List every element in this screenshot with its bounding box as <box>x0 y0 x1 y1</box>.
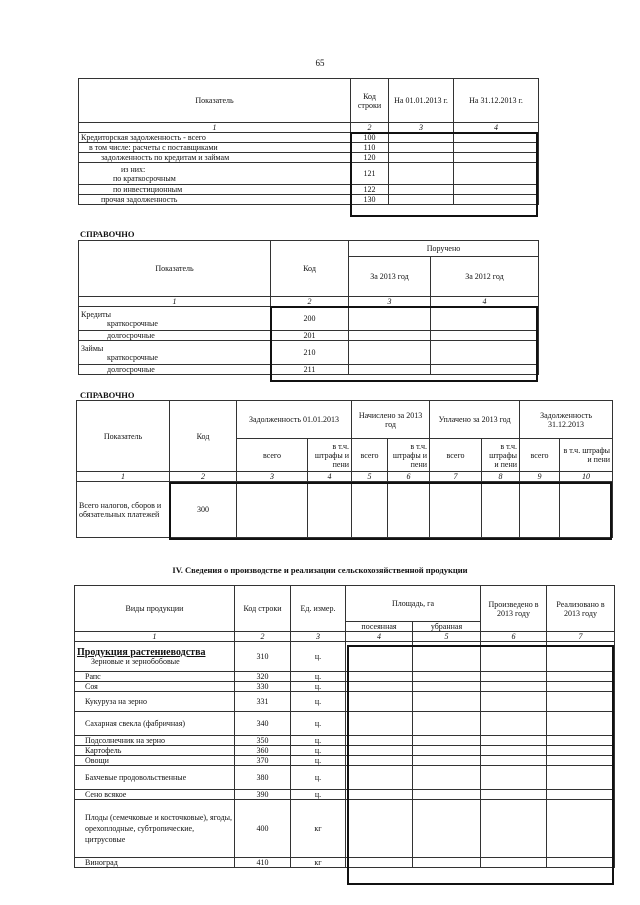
col-number: 2 <box>271 297 349 307</box>
value-cell[interactable] <box>346 642 413 672</box>
col-number: 5 <box>413 632 481 642</box>
row-label-line: по краткосрочным <box>113 173 176 183</box>
row-code: 200 <box>271 307 349 331</box>
value-cell[interactable] <box>431 341 539 365</box>
row-label-line: Зерновые и зернобобовые <box>91 656 180 666</box>
row-code: 390 <box>235 790 291 800</box>
value-cell[interactable] <box>413 642 481 672</box>
value-cell[interactable] <box>431 331 539 341</box>
value-cell[interactable] <box>454 195 539 205</box>
value-cell[interactable] <box>547 642 615 672</box>
row-label <box>79 163 351 185</box>
row-label-line: Займы <box>81 343 104 353</box>
col-number: 4 <box>431 297 539 307</box>
value-cell[interactable] <box>346 790 413 800</box>
value-cell[interactable] <box>547 756 615 766</box>
production-table <box>74 585 615 868</box>
col-number: 3 <box>349 297 431 307</box>
value-cell[interactable] <box>481 672 547 682</box>
value-cell[interactable] <box>547 682 615 692</box>
col-number: 6 <box>481 632 547 642</box>
value-cell[interactable] <box>389 133 454 143</box>
table-row <box>75 642 615 672</box>
row-code: 100 <box>351 133 389 143</box>
row-unit: ц. <box>291 766 346 790</box>
row-label: Кукуруза на зерно <box>75 692 235 712</box>
value-cell[interactable] <box>547 736 615 746</box>
table-row <box>75 800 615 858</box>
value-cell[interactable] <box>481 692 547 712</box>
row-code: 360 <box>235 746 291 756</box>
value-cell[interactable] <box>346 692 413 712</box>
value-cell[interactable] <box>308 482 352 538</box>
row-label: в том числе: расчеты с поставщиками <box>79 143 351 153</box>
col-number: 9 <box>520 472 560 482</box>
row-unit: ц. <box>291 672 346 682</box>
value-cell[interactable] <box>431 307 539 331</box>
value-cell[interactable] <box>388 482 430 538</box>
value-cell[interactable] <box>481 858 547 868</box>
row-code: 110 <box>351 143 389 153</box>
row-label: долгосрочные <box>79 331 271 341</box>
header-penalties: в т.ч. штрафы и пени <box>482 439 520 472</box>
table-row <box>79 195 539 205</box>
table-row <box>79 163 539 185</box>
row-code: 122 <box>351 185 389 195</box>
row-unit: кг <box>291 858 346 868</box>
value-cell[interactable] <box>430 482 482 538</box>
row-code: 300 <box>170 482 237 538</box>
row-label: долгосрочные <box>79 365 271 375</box>
table-row <box>75 766 615 790</box>
row-label <box>79 341 271 365</box>
row-code: 370 <box>235 756 291 766</box>
header-year-2013: За 2013 год <box>349 257 431 297</box>
table-row <box>77 482 613 538</box>
value-cell[interactable] <box>389 143 454 153</box>
col-number: 2 <box>351 123 389 133</box>
col-number: 4 <box>308 472 352 482</box>
value-cell[interactable] <box>520 482 560 538</box>
value-cell[interactable] <box>481 746 547 756</box>
value-cell[interactable] <box>413 766 481 790</box>
row-label-line: Кредиты <box>81 309 112 319</box>
value-cell[interactable] <box>547 672 615 682</box>
row-label <box>75 642 235 672</box>
value-cell[interactable] <box>346 858 413 868</box>
col-number: 7 <box>547 632 615 642</box>
page-number: 65 <box>315 58 325 68</box>
header-accrued: Начислено за 2013 год <box>352 401 430 439</box>
row-label-line: из них: <box>121 164 146 174</box>
col-number: 1 <box>75 632 235 642</box>
row-unit: ц. <box>291 746 346 756</box>
header-year-2012: За 2012 год <box>431 257 539 297</box>
row-label: Бахчевые продовольственные <box>75 766 235 790</box>
value-cell[interactable] <box>413 756 481 766</box>
value-cell[interactable] <box>547 766 615 790</box>
col-number: 1 <box>77 472 170 482</box>
value-cell[interactable] <box>413 746 481 756</box>
value-cell[interactable] <box>481 756 547 766</box>
value-cell[interactable] <box>481 790 547 800</box>
row-unit: кг <box>291 800 346 858</box>
value-cell[interactable] <box>346 766 413 790</box>
table-row <box>75 682 615 692</box>
table-row <box>79 153 539 163</box>
row-label: Всего налогов, сборов и обязательных платежей <box>77 482 170 538</box>
value-cell[interactable] <box>349 365 431 375</box>
row-code: 121 <box>351 163 389 185</box>
value-cell[interactable] <box>346 756 413 766</box>
value-cell[interactable] <box>349 341 431 365</box>
header-code: Код строки <box>235 586 291 632</box>
header-penalties: в т.ч. штрафы и пени <box>308 439 352 472</box>
col-number: 1 <box>79 123 351 133</box>
value-cell[interactable] <box>389 153 454 163</box>
row-code: 210 <box>271 341 349 365</box>
row-unit: ц. <box>291 756 346 766</box>
col-number: 1 <box>79 297 271 307</box>
header-area: Площадь, га <box>346 586 481 622</box>
value-cell[interactable] <box>237 482 308 538</box>
row-label: Сено всякое <box>75 790 235 800</box>
header-penalties: в т.ч. штрафы и пени <box>388 439 430 472</box>
row-label: по инвестиционным <box>79 185 351 195</box>
value-cell[interactable] <box>346 736 413 746</box>
row-label: Овощи <box>75 756 235 766</box>
row-code: 320 <box>235 672 291 682</box>
col-number: 4 <box>346 632 413 642</box>
table-row <box>79 331 539 341</box>
table-row <box>79 133 539 143</box>
table-row <box>79 341 539 365</box>
value-cell[interactable] <box>389 185 454 195</box>
row-code: 310 <box>235 642 291 672</box>
header-received: Поручено <box>349 241 539 257</box>
value-cell[interactable] <box>547 790 615 800</box>
header-harvested: убранная <box>413 622 481 632</box>
value-cell[interactable] <box>413 712 481 736</box>
table-row <box>75 672 615 682</box>
value-cell[interactable] <box>346 712 413 736</box>
value-cell[interactable] <box>346 800 413 858</box>
row-label: задолженность по кредитам и займам <box>79 153 351 163</box>
value-cell[interactable] <box>413 800 481 858</box>
value-cell[interactable] <box>481 766 547 790</box>
col-number: 2 <box>235 632 291 642</box>
row-code: 201 <box>271 331 349 341</box>
header-sown: посеянная <box>346 622 413 632</box>
table-row <box>79 365 539 375</box>
value-cell[interactable] <box>454 185 539 195</box>
section-iv-title: IV. Сведения о производстве и реализации сельскохозяйственной продукции <box>172 565 468 575</box>
value-cell[interactable] <box>413 692 481 712</box>
value-cell[interactable] <box>454 153 539 163</box>
taxes-reference-table <box>76 400 613 538</box>
row-code: 330 <box>235 682 291 692</box>
table-row <box>75 746 615 756</box>
row-unit: ц. <box>291 712 346 736</box>
col-number: 5 <box>352 472 388 482</box>
value-cell[interactable] <box>547 746 615 756</box>
value-cell[interactable] <box>349 331 431 341</box>
header-kind: Виды продукции <box>75 586 235 632</box>
row-unit: ц. <box>291 682 346 692</box>
col-number: 3 <box>237 472 308 482</box>
header-total: всего <box>520 439 560 472</box>
value-cell[interactable] <box>547 692 615 712</box>
value-cell[interactable] <box>547 712 615 736</box>
value-cell[interactable] <box>481 712 547 736</box>
row-label: Подсолнечник на зерно <box>75 736 235 746</box>
row-label-line: краткосрочные <box>107 352 158 362</box>
row-label: Сахарная свекла (фабричная) <box>75 712 235 736</box>
value-cell[interactable] <box>346 672 413 682</box>
row-code: 380 <box>235 766 291 790</box>
table-row <box>75 736 615 746</box>
value-cell[interactable] <box>560 482 613 538</box>
row-code: 340 <box>235 712 291 736</box>
value-cell[interactable] <box>346 682 413 692</box>
row-label: Кредиторская задолженность - всего <box>79 133 351 143</box>
payables-table <box>78 78 539 205</box>
header-date-end: На 31.12.2013 г. <box>454 79 539 123</box>
col-number: 3 <box>389 123 454 133</box>
value-cell[interactable] <box>389 163 454 185</box>
header-code: Код <box>271 241 349 297</box>
table-row <box>79 185 539 195</box>
value-cell[interactable] <box>389 195 454 205</box>
row-label: Рапс <box>75 672 235 682</box>
row-code: 130 <box>351 195 389 205</box>
header-produced: Произведено в 2013 году <box>481 586 547 632</box>
row-label-line: краткосрочные <box>107 318 158 328</box>
header-indicator: Показатель <box>79 241 271 297</box>
value-cell[interactable] <box>482 482 520 538</box>
row-unit: ц. <box>291 736 346 746</box>
value-cell[interactable] <box>413 858 481 868</box>
col-number: 8 <box>482 472 520 482</box>
row-code: 120 <box>351 153 389 163</box>
value-cell[interactable] <box>547 800 615 858</box>
section-title: СПРАВОЧНО <box>80 229 135 239</box>
table-row <box>75 692 615 712</box>
value-cell[interactable] <box>431 365 539 375</box>
col-number: 3 <box>291 632 346 642</box>
row-label: Картофель <box>75 746 235 756</box>
col-number: 4 <box>454 123 539 133</box>
row-unit: ц. <box>291 790 346 800</box>
row-code: 400 <box>235 800 291 858</box>
value-cell[interactable] <box>481 736 547 746</box>
value-cell[interactable] <box>413 790 481 800</box>
col-number: 7 <box>430 472 482 482</box>
col-number: 10 <box>560 472 613 482</box>
row-label: Плоды (семечковые и косточковые), ягоды, орехоплодные, субтропические, цитрусовые <box>75 800 235 858</box>
col-number: 6 <box>388 472 430 482</box>
value-cell[interactable] <box>481 800 547 858</box>
value-cell[interactable] <box>346 746 413 756</box>
row-code: 410 <box>235 858 291 868</box>
value-cell[interactable] <box>413 682 481 692</box>
table-row <box>75 712 615 736</box>
header-unit: Ед. измер. <box>291 586 346 632</box>
row-code: 331 <box>235 692 291 712</box>
row-unit: ц. <box>291 642 346 672</box>
table-row <box>79 143 539 153</box>
row-label <box>79 307 271 331</box>
header-total: всего <box>237 439 308 472</box>
table-row <box>75 858 615 868</box>
table-row <box>75 790 615 800</box>
value-cell[interactable] <box>454 133 539 143</box>
value-cell[interactable] <box>454 163 539 185</box>
value-cell[interactable] <box>413 672 481 682</box>
section-title: СПРАВОЧНО <box>80 390 135 400</box>
header-debt-end: Задолженность 31.12.2013 <box>520 401 613 439</box>
value-cell[interactable] <box>349 307 431 331</box>
value-cell[interactable] <box>454 143 539 153</box>
header-paid: Уплачено за 2013 год <box>430 401 520 439</box>
header-date-start: На 01.01.2013 г. <box>389 79 454 123</box>
header-code: Код <box>170 401 237 472</box>
header-debt-start: Задолженность 01.01.2013 <box>237 401 352 439</box>
value-cell[interactable] <box>413 736 481 746</box>
row-label: Соя <box>75 682 235 692</box>
header-total: всего <box>352 439 388 472</box>
row-label: Виноград <box>75 858 235 868</box>
value-cell[interactable] <box>481 642 547 672</box>
group-title: Продукция растениеводства <box>77 646 206 658</box>
row-label: прочая задолженность <box>79 195 351 205</box>
row-unit: ц. <box>291 692 346 712</box>
header-code: Код строки <box>351 79 389 123</box>
value-cell[interactable] <box>547 858 615 868</box>
col-number: 2 <box>170 472 237 482</box>
table-row <box>75 756 615 766</box>
value-cell[interactable] <box>352 482 388 538</box>
row-code: 211 <box>271 365 349 375</box>
header-indicator: Показатель <box>79 79 351 123</box>
header-total: всего <box>430 439 482 472</box>
row-code: 350 <box>235 736 291 746</box>
header-indicator: Показатель <box>77 401 170 472</box>
header-sold: Реализовано в 2013 году <box>547 586 615 632</box>
table-row <box>79 307 539 331</box>
value-cell[interactable] <box>481 682 547 692</box>
loans-reference-table <box>78 240 539 375</box>
header-penalties: в т.ч. штрафы и пени <box>560 439 613 472</box>
